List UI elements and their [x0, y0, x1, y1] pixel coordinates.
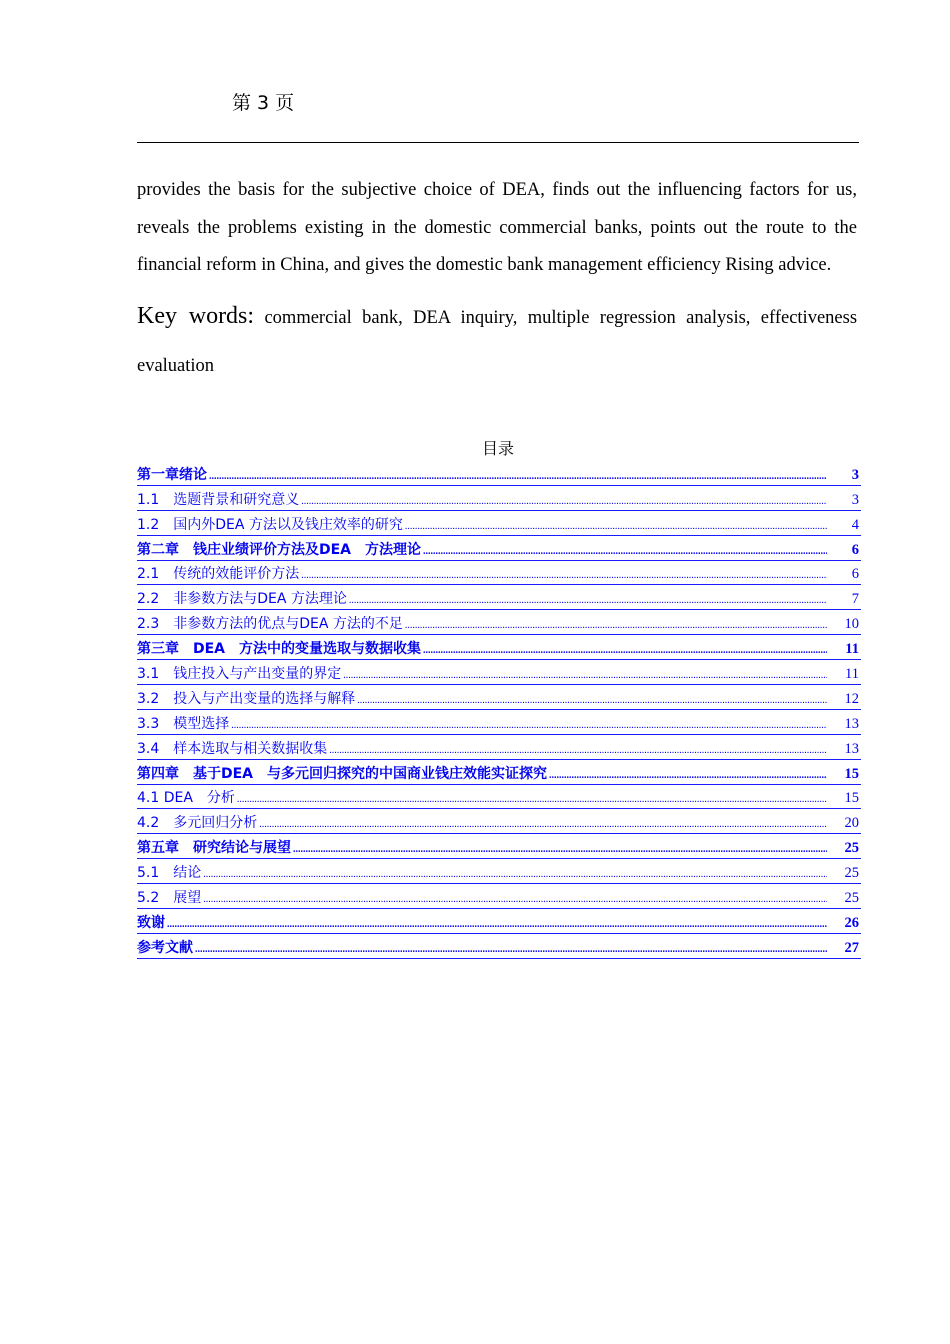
toc-entry[interactable]: [137, 685, 861, 710]
toc-entry-line: [137, 787, 861, 807]
toc-entry-label[interactable]: 3.3 模型选择: [137, 715, 230, 732]
toc-entry-line: [137, 763, 861, 783]
toc-entry[interactable]: [137, 561, 861, 586]
toc-dot-leader: [349, 595, 827, 606]
toc-entry-label[interactable]: 3.4 样本选取与相关数据收集: [137, 740, 328, 757]
toc-entry-line: [137, 812, 861, 832]
toc-entry-label[interactable]: 5.2 展望: [137, 890, 202, 907]
toc-entry-page-number[interactable]: 3: [851, 491, 859, 508]
toc-entry[interactable]: [137, 760, 861, 785]
toc-entry-label[interactable]: 2.2 非参数方法与DEA 方法理论: [137, 591, 347, 608]
toc-entry-label[interactable]: 2.1 传统的效能评价方法: [137, 566, 300, 583]
toc-entry-label[interactable]: 4.1 DEA 分析: [137, 790, 235, 807]
toc-entry-label[interactable]: 1.2 国内外DEA 方法以及钱庄效率的研究: [137, 516, 403, 533]
toc-entry-line: [137, 837, 861, 857]
toc-entry-page-number[interactable]: 3: [851, 466, 859, 483]
toc-entry-label[interactable]: 1.1 选题背景和研究意义: [137, 491, 300, 508]
toc-entry[interactable]: [137, 585, 861, 610]
toc-entry[interactable]: [137, 859, 861, 884]
toc-entry-page-number[interactable]: 20: [844, 815, 859, 832]
toc-entry-label[interactable]: 第一章绪论: [137, 466, 207, 483]
toc-dot-leader: [209, 471, 827, 482]
toc-entry-line: [137, 937, 861, 957]
toc-entry-line: [137, 514, 861, 534]
toc-entry-label[interactable]: 致谢: [137, 914, 165, 931]
toc-entry[interactable]: [137, 486, 861, 511]
toc-dot-leader: [329, 745, 827, 756]
toc-entry-line: [137, 539, 861, 559]
toc-dot-leader: [301, 496, 827, 507]
toc-entry[interactable]: [137, 635, 861, 660]
toc-entry-page-number[interactable]: 4: [851, 516, 859, 533]
toc-entry[interactable]: [137, 785, 861, 810]
toc-dot-leader: [549, 770, 827, 781]
toc-entry-page-number[interactable]: 11: [845, 666, 859, 683]
toc-entry-line: [137, 663, 861, 683]
toc-dot-leader: [423, 546, 827, 557]
toc-entry[interactable]: [137, 710, 861, 735]
toc-dot-leader: [231, 720, 827, 731]
toc-entry-label[interactable]: 第五章 研究结论与展望: [137, 840, 291, 857]
toc-entry-page-number[interactable]: 25: [844, 890, 859, 907]
toc-entry-label[interactable]: 3.2 投入与产出变量的选择与解释: [137, 690, 356, 707]
toc-entry-page-number[interactable]: 13: [844, 740, 859, 757]
toc-entry[interactable]: [137, 834, 861, 859]
header-divider: [137, 142, 859, 143]
toc-entry-line: [137, 563, 861, 583]
toc-entry[interactable]: [137, 461, 861, 486]
toc-entry-page-number[interactable]: 6: [851, 541, 859, 558]
toc-entry-line: [137, 464, 861, 484]
toc-entry-page-number[interactable]: 27: [844, 939, 859, 956]
toc-entry-page-number[interactable]: 11: [845, 641, 859, 658]
toc-entry-line: [137, 862, 861, 882]
toc-entry-line: [137, 887, 861, 907]
toc-dot-leader: [301, 570, 827, 581]
toc-dot-leader: [259, 819, 827, 830]
toc-entry[interactable]: [137, 809, 861, 834]
toc-entry-page-number[interactable]: 10: [844, 616, 859, 633]
keywords-label: Key words:: [137, 303, 255, 329]
toc-entry-page-number[interactable]: 15: [844, 765, 859, 782]
toc-entry-page-number[interactable]: 26: [844, 914, 859, 931]
toc-entry-label[interactable]: 参考文献: [137, 939, 193, 956]
toc-entry[interactable]: [137, 660, 861, 685]
toc-entry-page-number[interactable]: 7: [851, 591, 859, 608]
toc-entry-line: [137, 713, 861, 733]
toc-dot-leader: [343, 670, 827, 681]
toc-entry-line: [137, 588, 861, 608]
table-of-contents: [137, 461, 861, 959]
toc-dot-leader: [293, 844, 827, 855]
toc-dot-leader: [405, 620, 827, 631]
toc-entry-line: [137, 688, 861, 708]
toc-entry-label[interactable]: 3.1 钱庄投入与产出变量的界定: [137, 666, 342, 683]
toc-entry[interactable]: [137, 735, 861, 760]
toc-entry[interactable]: [137, 909, 861, 934]
toc-dot-leader: [237, 794, 827, 805]
toc-entry[interactable]: [137, 934, 861, 959]
keywords-paragraph: [137, 292, 857, 390]
toc-entry-label[interactable]: 第四章 基于DEA 与多元回归探究的中国商业钱庄效能实证探究: [137, 765, 548, 782]
toc-entry-label[interactable]: 4.2 多元回归分析: [137, 815, 258, 832]
toc-title: 目录: [481, 439, 514, 458]
toc-entry-line: [137, 912, 861, 932]
toc-dot-leader: [423, 645, 827, 656]
toc-entry-label[interactable]: 2.3 非参数方法的优点与DEA 方法的不足: [137, 616, 403, 633]
toc-entry[interactable]: [137, 884, 861, 909]
toc-entry-label[interactable]: 5.1 结论: [137, 865, 202, 882]
toc-entry[interactable]: [137, 536, 861, 561]
toc-entry-page-number[interactable]: 15: [844, 790, 859, 807]
toc-dot-leader: [357, 695, 827, 706]
toc-entry-page-number[interactable]: 13: [844, 715, 859, 732]
toc-dot-leader: [203, 894, 827, 905]
keywords-text: commercial bank, DEA inquiry, multiple regression analysis, effectiveness evaluation: [137, 308, 858, 376]
toc-entry-page-number[interactable]: 12: [844, 690, 859, 707]
toc-entry-page-number[interactable]: 25: [844, 865, 859, 882]
abstract-paragraph: provides the basis for the subjective choice of DEA, finds out the influencing factors for us, reveals the problems existing in the domestic commercial banks, points out the route to the financial reform in China, and gives the domestic bank management efficiency Rising advice.: [137, 180, 857, 275]
page-number-header: 第 3 页: [232, 92, 295, 114]
toc-entry-line: [137, 738, 861, 758]
toc-entry-page-number[interactable]: 6: [851, 566, 859, 583]
toc-entry-line: [137, 613, 861, 633]
toc-dot-leader: [203, 869, 827, 880]
toc-entry-label[interactable]: 第三章 DEA 方法中的变量选取与数据收集: [137, 641, 422, 658]
toc-entry-page-number[interactable]: 25: [844, 840, 859, 857]
toc-entry-label[interactable]: 第二章 钱庄业绩评价方法及DEA 方法理论: [137, 541, 422, 558]
toc-entry[interactable]: [137, 511, 861, 536]
toc-dot-leader: [195, 944, 827, 955]
toc-entry-line: [137, 489, 861, 509]
toc-dot-leader: [167, 919, 827, 930]
toc-entry-line: [137, 638, 861, 658]
toc-entry[interactable]: [137, 610, 861, 635]
toc-dot-leader: [405, 521, 827, 532]
